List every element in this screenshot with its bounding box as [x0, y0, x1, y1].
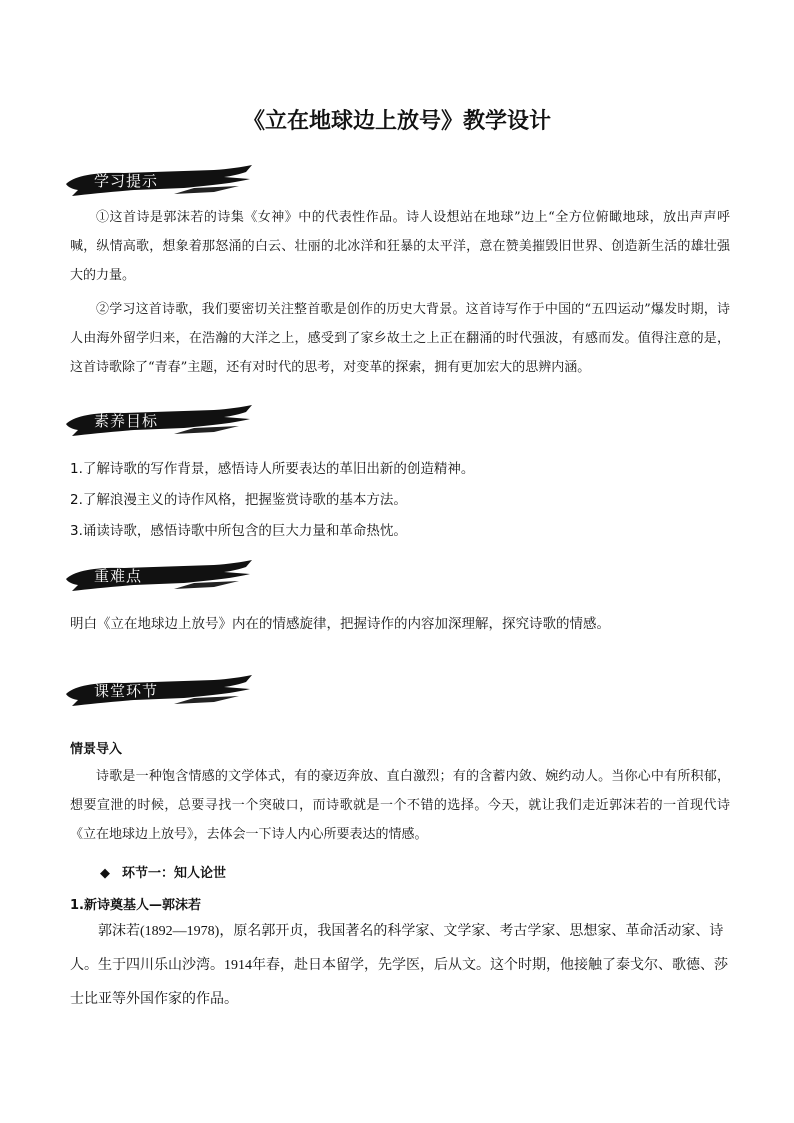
- bio-paragraph: 郭沫若(1892—1978)，原名郭开贞，我国著名的科学家、文学家、考古学家、思想家、革命活动家、诗人。生于四川乐山沙湾。1914年春，赴日本留学，先学医，后从文。这个时期，他接触了泰戈尔、歌德、莎士比亚等外国作家的作品。: [70, 924, 728, 1007]
- brush-stroke-decoration: [64, 674, 254, 708]
- section-heading: 课堂环节: [94, 682, 159, 700]
- intro-paragraph: 诗歌是一种饱含情感的文学体式，有的豪迈奔放、直白激烈；有的含蓄内敛、婉约动人。当你心中有所积郁，想要宣泄的时候，总要寻找一个突破口，而诗歌就是一个不错的选择。今天，就让我们走近郭沫若的一首现代诗《立在地球边上放号》，去体会一下诗人内心所要表达的情感。: [70, 769, 730, 842]
- diamond-bullet-icon: ◆: [100, 866, 110, 881]
- page-title: 《立在地球边上放号》教学设计: [242, 108, 551, 134]
- brush-stroke-decoration: [64, 404, 254, 438]
- goal-item-3: 3.诵读诗歌，感悟诗歌中所包含的巨大力量和革命热忱。: [70, 523, 407, 539]
- step-title: 环节一：知人论世: [122, 866, 227, 881]
- tips-paragraph-1: ①这首诗是郭沫若的诗集《女神》中的代表性作品。诗人设想站在地球”边上“全方位俯瞰地球，放出声声呼喊，纵情高歌，想象着那怒涌的白云、壮丽的北冰洋和狂暴的太平洋，意在赞美摧毁旧世界、创造新生活的雄壮强大的力量。: [70, 210, 730, 283]
- brush-stroke-decoration: [64, 559, 254, 593]
- sub-title: 1.新诗奠基人—郭沫若: [70, 898, 201, 913]
- tips-paragraph-2: ②学习这首诗歌，我们要密切关注整首歌是创作的历史大背景。这首诗写作于中国的“五四运动”爆发时期，诗人由海外留学归来，在浩瀚的大洋之上，感受到了家乡故土之上正在翻涌的时代强波，有感而发。值得注意的是，这首诗歌除了“青春”主题，还有对时代的思考，对变革的探索，拥有更加宏大的思辨内涵。: [70, 302, 730, 375]
- brush-stroke-decoration: [64, 164, 254, 198]
- section-heading: 重难点: [94, 567, 143, 585]
- goal-item-2: 2.了解浪漫主义的诗作风格，把握鉴赏诗歌的基本方法。: [70, 492, 407, 508]
- section-banner-goals: [64, 404, 254, 438]
- goal-item-1: 1.了解诗歌的写作背景，感悟诗人所要表达的革旧出新的创造精神。: [70, 461, 475, 477]
- key-point-text: 明白《立在地球边上放号》内在的情感旋律，把握诗作的内容加深理解，探究诗歌的情感。: [70, 616, 610, 632]
- step-row: [100, 862, 226, 881]
- intro-title: 情景导入: [70, 742, 123, 757]
- section-heading: 学习提示: [94, 172, 159, 190]
- section-banner-class: [64, 674, 254, 708]
- section-heading: 素养目标: [94, 412, 159, 430]
- section-banner-key: [64, 559, 254, 593]
- section-banner-tips: [64, 164, 254, 198]
